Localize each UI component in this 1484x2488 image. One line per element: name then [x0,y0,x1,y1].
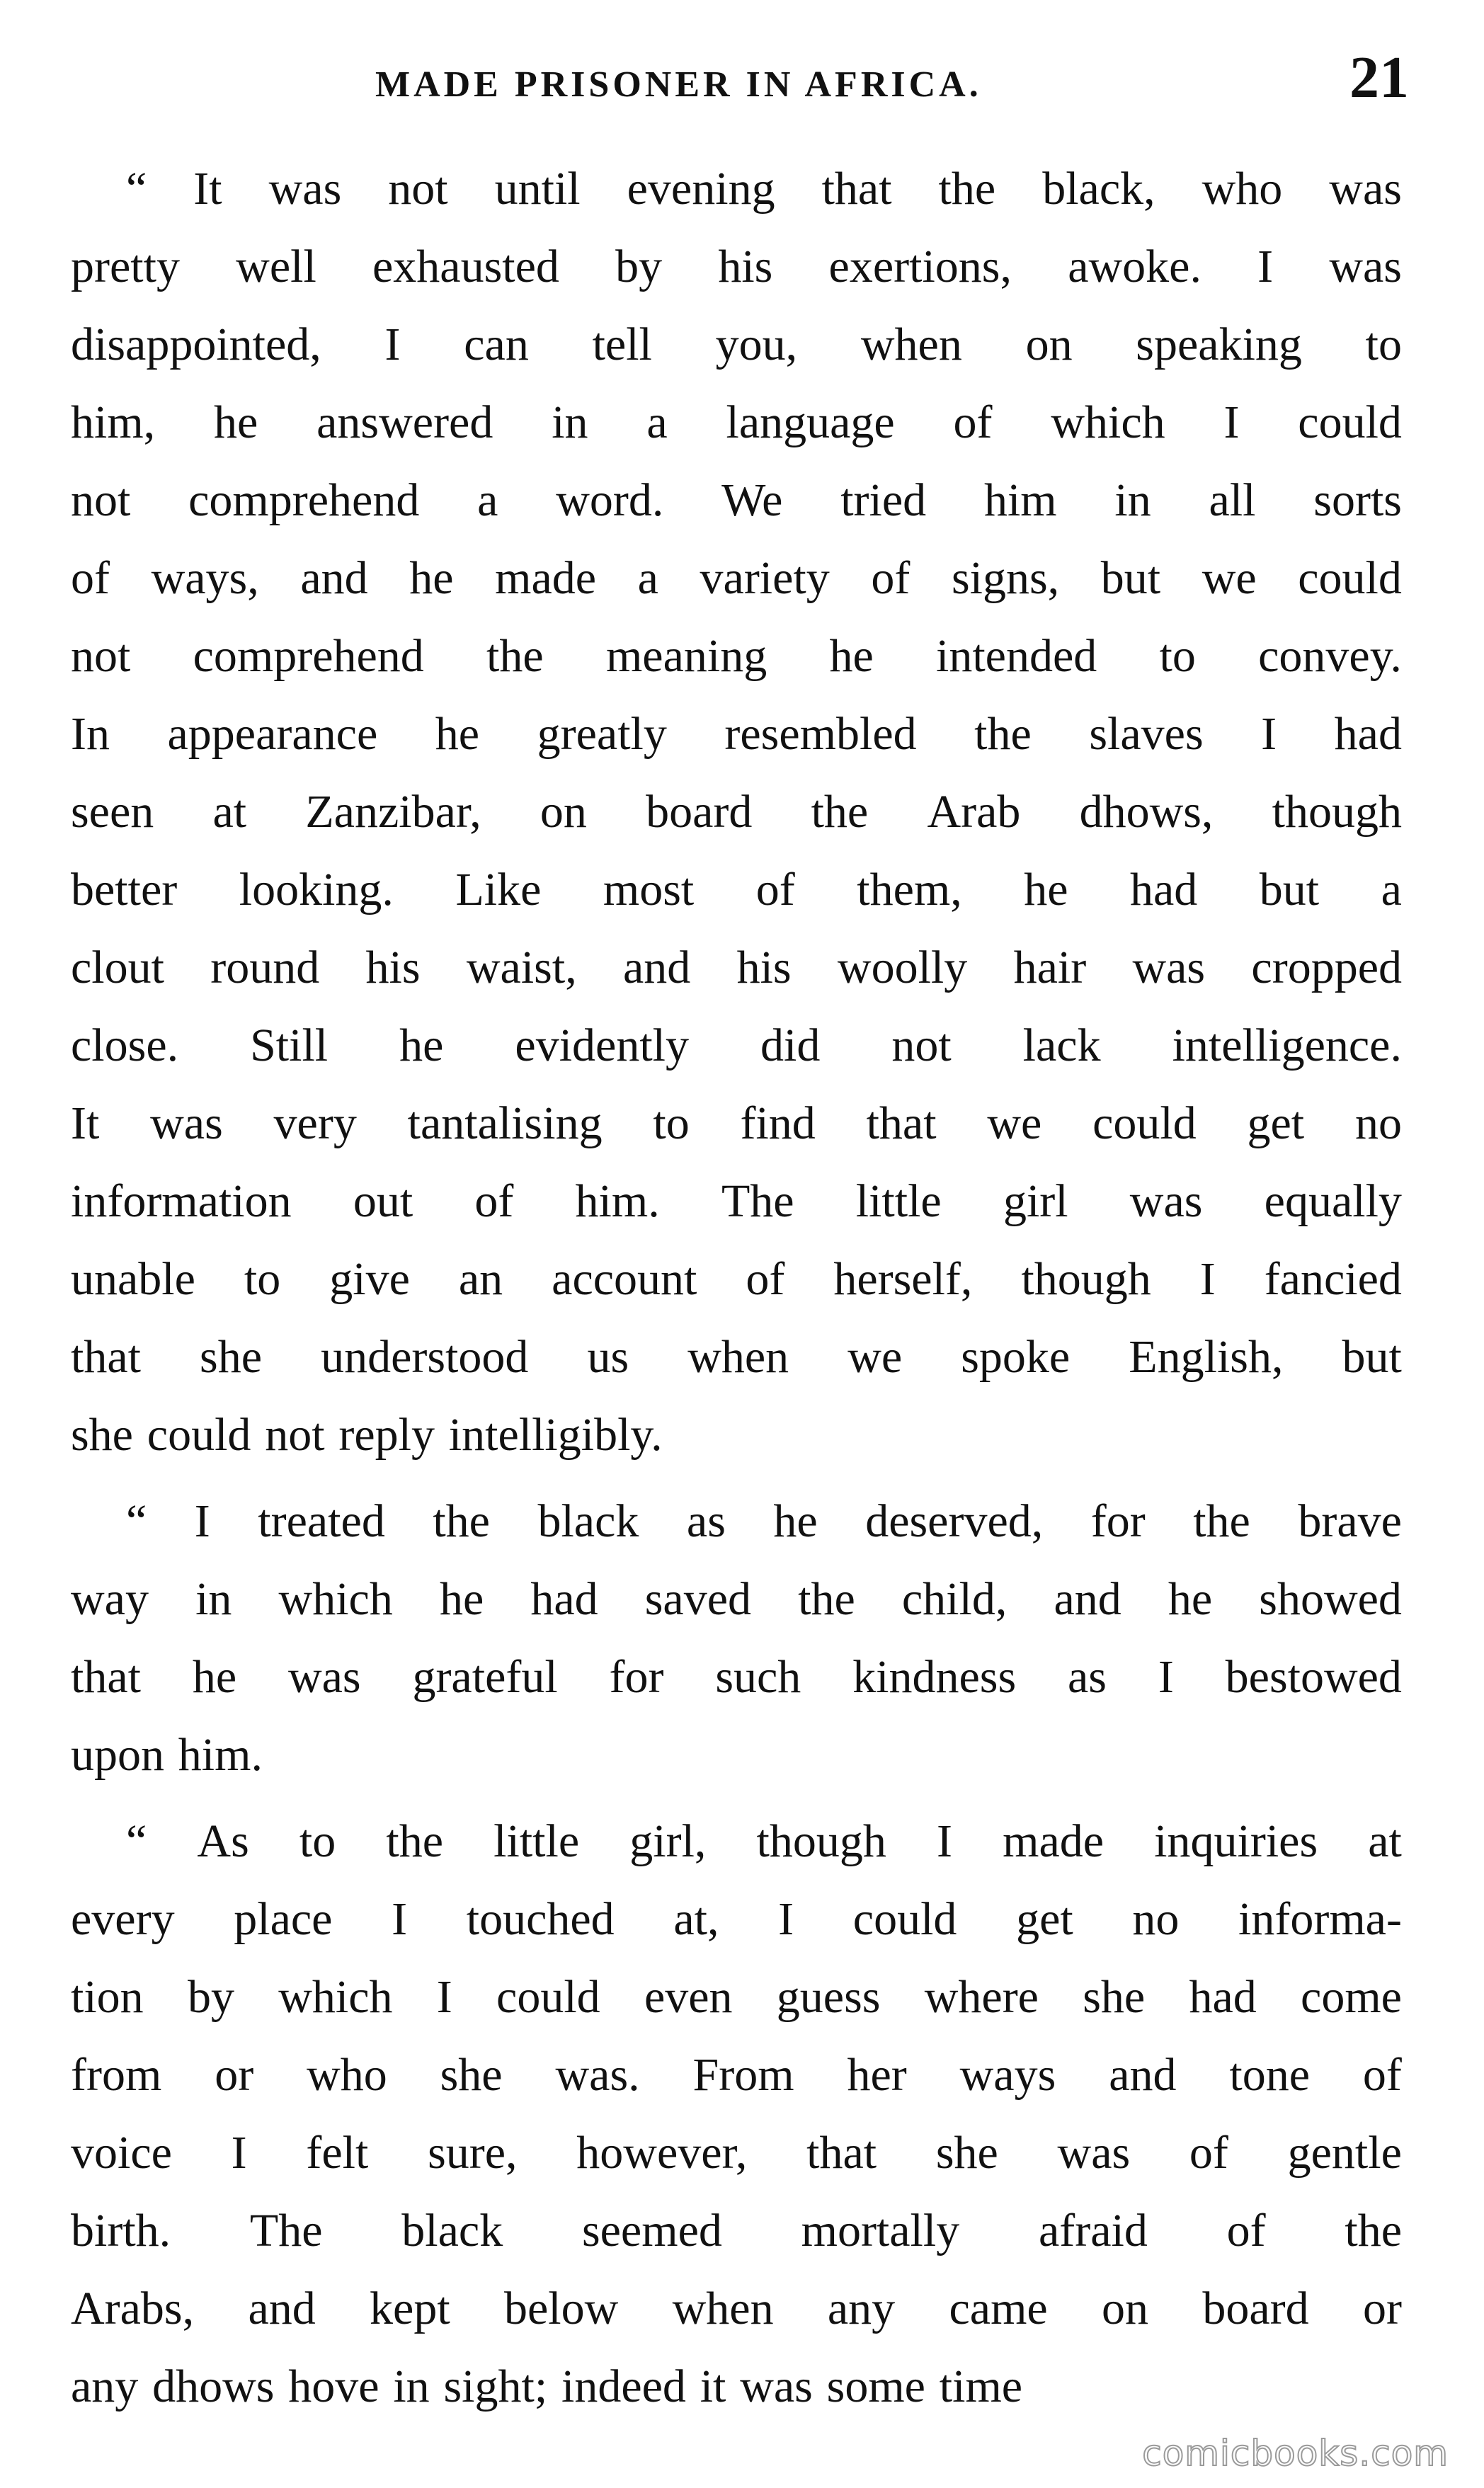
text-line: pretty well exhausted by his exertions, awoke. I was [71,241,1402,292]
text-line: information out of him. The little girl was equally [71,1175,1402,1227]
paragraph [71,1803,1402,2426]
text-line: clout round his waist, and his woolly hair was cropped [71,942,1402,993]
text-line: every place I touched at, I could get no informa- [71,1893,1402,1945]
text-line: “ As to the little girl, though I made inquiries at [126,1815,1402,1867]
page-number: 21 [1349,45,1409,110]
text-line: of ways, and he made a variety of signs, but we could [71,552,1402,604]
text-line: him, he answered in a language of which I could [71,396,1402,448]
text-line: better looking. Like most of them, he had but a [71,864,1402,915]
text-line: close. Still he evidently did not lack intelligence. [71,1020,1402,1071]
text-line: Arabs, and kept below when any came on board or [71,2283,1402,2334]
text-line: from or who she was. From her ways and tone of [71,2049,1402,2101]
text-line: seen at Zanzibar, on board the Arab dhows, though [71,786,1402,838]
text-line: unable to give an account of herself, though I fancied [71,1253,1402,1305]
text-line: not comprehend a word. We tried him in all sorts [71,474,1402,526]
text-line: In appearance he greatly resembled the slaves I had [71,708,1402,760]
paragraph [71,150,1402,1474]
text-line: she could not reply intelligibly. [71,1409,663,1461]
running-title: MADE PRISONER IN AFRICA. [375,64,982,105]
text-line: “ I treated the black as he deserved, for the brave [126,1495,1402,1547]
text-line: way in which he had saved the child, and he showed [71,1573,1402,1625]
text-line: not comprehend the meaning he intended to convey. [71,630,1402,682]
body-text [71,150,1402,2426]
text-line: that he was grateful for such kindness as I bestowed [71,1651,1402,1703]
text-line: any dhows hove in sight; indeed it was some time [71,2361,1023,2412]
paragraph [71,1483,1402,1794]
text-line: upon him. [71,1729,263,1781]
text-line: tion by which I could even guess where she had come [71,1971,1402,2023]
text-line: It was very tantalising to find that we could get no [71,1097,1402,1149]
text-line: voice I felt sure, however, that she was of gentle [71,2127,1402,2179]
watermark: comicbooks.com [1142,2433,1449,2474]
text-line: that she understood us when we spoke English, but [71,1331,1402,1383]
text-line: “ It was not until evening that the black, who was [126,163,1402,215]
text-line: birth. The black seemed mortally afraid of the [71,2205,1402,2256]
running-head [71,45,1409,119]
text-line: disappointed, I can tell you, when on speaking to [71,319,1402,370]
